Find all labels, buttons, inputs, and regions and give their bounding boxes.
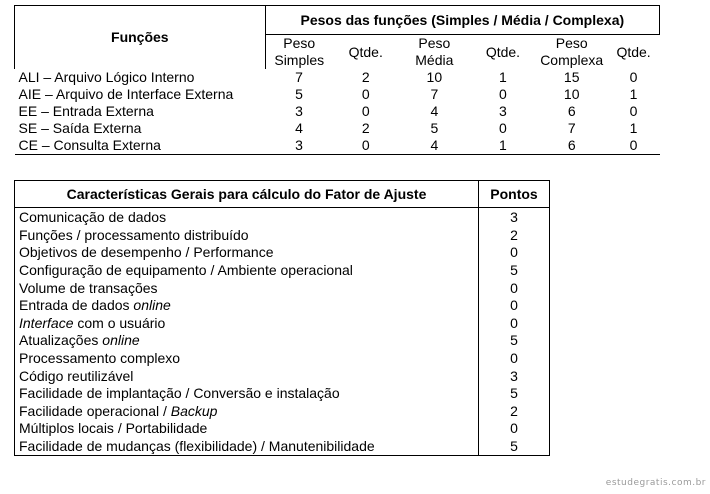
characteristic-points: 0 [479, 297, 550, 315]
characteristic-row [15, 332, 550, 350]
characteristic-row [15, 438, 550, 456]
function-row [15, 120, 660, 137]
characteristic-name [15, 262, 479, 280]
characteristic-row [15, 420, 550, 438]
function-value: 3 [499, 103, 507, 119]
characteristic-points: 0 [479, 279, 550, 297]
function-value: 0 [499, 120, 507, 136]
function-row [15, 137, 660, 155]
characteristic-points: 2 [479, 403, 550, 421]
subheader-complex-qty: Qtde. [616, 43, 651, 60]
characteristic-text: Objetivos de desempenho / Performance [19, 244, 274, 261]
characteristic-text: Múltiplos locais / Portabilidade [19, 420, 208, 437]
functions-header: Funções [15, 6, 266, 70]
subheader-simple-qty: Qtde. [348, 43, 383, 60]
function-value: 3 [265, 137, 333, 155]
function-value: 0 [629, 69, 638, 85]
characteristic-text: Funções / processamento distribuído [19, 226, 249, 243]
characteristic-row [15, 227, 550, 245]
characteristic-row [15, 208, 550, 227]
function-value: 1 [470, 137, 536, 155]
characteristic-italic-text: Interface [19, 314, 74, 331]
characteristic-name [15, 315, 479, 333]
characteristic-name [15, 332, 479, 350]
function-value: 6 [567, 103, 576, 119]
function-value: 1 [499, 69, 507, 85]
subheader-simple-weight: Peso Simples [274, 35, 325, 68]
characteristic-points: 2 [479, 227, 550, 245]
characteristic-row [15, 279, 550, 297]
subheader-complex-weight: Peso Complexa [540, 35, 604, 68]
points-header: Pontos [479, 181, 550, 208]
function-value: 5 [295, 86, 303, 102]
characteristic-text: Facilidade operacional / [19, 402, 171, 419]
function-value: 0 [361, 86, 370, 102]
characteristic-name [15, 227, 479, 245]
function-value: 0 [361, 103, 370, 119]
characteristic-name [15, 208, 479, 227]
function-value: 0 [629, 103, 638, 119]
function-value: 10 [563, 86, 580, 102]
characteristic-row [15, 403, 550, 421]
characteristic-points: 3 [479, 367, 550, 385]
function-row [15, 86, 660, 103]
characteristic-points: 5 [479, 332, 550, 350]
characteristic-name [15, 420, 479, 438]
subheader-medium-qty: Qtde. [485, 43, 521, 60]
characteristic-points: 0 [479, 350, 550, 368]
characteristic-points: 3 [479, 208, 550, 227]
characteristic-points: 5 [479, 438, 550, 456]
function-value: 10 [426, 69, 443, 85]
characteristic-text: Volume de transações [19, 279, 158, 296]
function-name: EE – Entrada Externa [18, 103, 154, 119]
characteristic-text: Entrada de dados [19, 297, 134, 314]
function-value: 7 [567, 120, 576, 136]
characteristic-name [15, 244, 479, 262]
characteristic-points: 5 [479, 262, 550, 280]
function-value: 3 [295, 103, 303, 119]
characteristics-header: Características Gerais para cálculo do Fator de Ajuste [15, 181, 479, 208]
characteristic-text: Atualizações [19, 332, 103, 349]
characteristic-name [15, 438, 479, 456]
function-value: 6 [536, 137, 608, 155]
function-value: 2 [361, 69, 370, 85]
subheader-medium-weight: Peso Média [415, 35, 454, 68]
characteristic-row [15, 367, 550, 385]
function-name: SE – Saída Externa [18, 120, 142, 136]
characteristic-text: Processamento complexo [19, 350, 181, 367]
function-row [15, 69, 660, 86]
characteristic-row [15, 315, 550, 333]
characteristic-text: Código reutilizável [19, 367, 134, 384]
characteristic-name [15, 385, 479, 403]
function-value: 1 [629, 120, 638, 136]
adjustment-factor-table [14, 180, 550, 456]
function-value: 7 [295, 69, 303, 85]
characteristic-name [15, 297, 479, 315]
characteristic-points: 0 [479, 244, 550, 262]
characteristic-name [15, 350, 479, 368]
function-weights-table [14, 5, 660, 155]
characteristic-text: Facilidade de implantação / Conversão e instalação [19, 385, 340, 402]
function-value: 15 [563, 69, 580, 85]
function-value: 0 [333, 137, 399, 155]
characteristic-italic-text: online [102, 332, 140, 349]
function-value: 4 [399, 137, 471, 155]
function-value: 0 [499, 86, 507, 102]
watermark: estudegratis.com.br [605, 478, 706, 488]
characteristic-row [15, 350, 550, 368]
function-name: AIE – Arquivo de Interface Externa [18, 86, 234, 102]
characteristic-row [15, 297, 550, 315]
function-value: 2 [361, 120, 370, 136]
characteristic-text: com o usuário [73, 314, 166, 331]
characteristic-row [15, 385, 550, 403]
function-name: CE – Consulta Externa [15, 137, 266, 155]
characteristic-points: 5 [479, 385, 550, 403]
characteristic-points: 0 [479, 420, 550, 438]
weights-group-header: Pesos das funções (Simples / Média / Complexa) [265, 6, 659, 35]
characteristic-text: Configuração de equipamento / Ambiente operacional [19, 262, 353, 279]
characteristic-points: 0 [479, 315, 550, 333]
function-value: 1 [629, 86, 638, 102]
characteristic-row [15, 244, 550, 262]
characteristic-row [15, 262, 550, 280]
characteristic-name [15, 367, 479, 385]
function-value: 7 [430, 86, 439, 102]
function-row [15, 103, 660, 120]
function-value: 5 [430, 120, 439, 136]
characteristic-italic-text: online [133, 297, 171, 314]
characteristic-text: Comunicação de dados [19, 209, 167, 226]
function-value: 4 [430, 103, 439, 119]
characteristic-text: Facilidade de mudanças (flexibilidade) / Manutenibilidade [19, 438, 375, 455]
characteristic-italic-text: Backup [170, 402, 218, 419]
characteristic-name [15, 279, 479, 297]
function-name: ALI – Arquivo Lógico Interno [18, 69, 195, 85]
characteristic-name [15, 403, 479, 421]
function-value: 4 [295, 120, 303, 136]
function-value: 0 [608, 137, 660, 155]
